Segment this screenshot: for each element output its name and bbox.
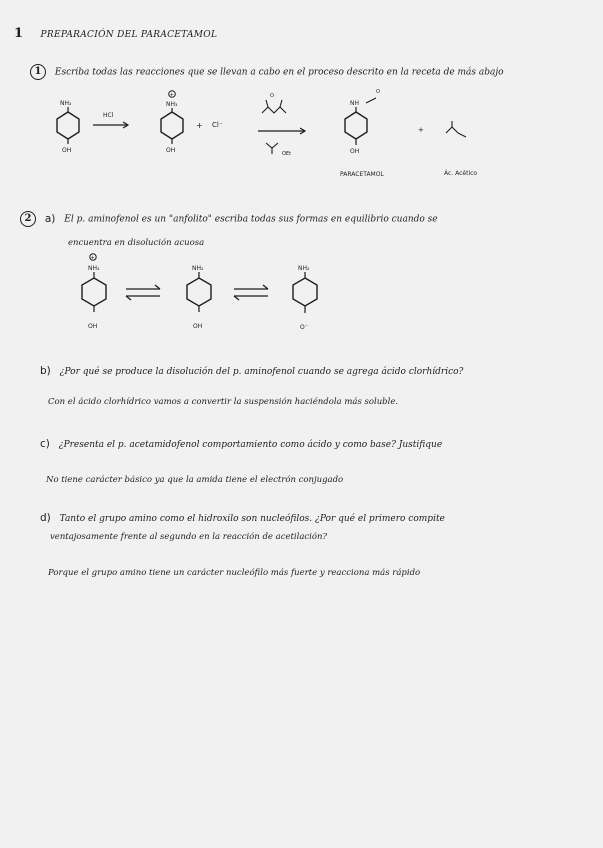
hydroxyl-group-label-2: OH	[166, 147, 176, 154]
ammonium-group-label: NH₃	[166, 101, 178, 108]
part-c-question-text: ¿Presenta el p. acetamidofenol comportamiento como ácido y como base? Justifique	[58, 440, 443, 450]
part-c-answer: No tiene carácter básico ya que la amida tiene el electrón conjugado	[46, 475, 344, 485]
eq-mid-bottom: OH	[193, 323, 203, 330]
part-a-text-line2: encuentra en disolución acuosa	[68, 238, 205, 248]
question-1-prompt	[30, 64, 504, 80]
part-d-question-line1	[40, 512, 445, 524]
anilinium-structure	[161, 91, 183, 154]
acetic-acid-structure	[444, 121, 477, 177]
paracetamol-structure	[340, 89, 384, 178]
question-1-number: 1	[30, 64, 46, 80]
plus-sign: +	[196, 121, 203, 130]
part-a-text-line1: El p. aminofenol es un "anfolito" escriba todas sus formas en equilibrio cuando se	[64, 214, 438, 225]
acetic-acid-label: Ác. Acético	[444, 170, 478, 177]
eq-left-bottom: OH	[88, 323, 98, 330]
part-d-answer: Porque el grupo amino tiene un carácter nucleófilo más fuerte y reacciona más rápido	[48, 568, 421, 578]
positive-charge: +	[169, 92, 174, 98]
acetylation-arrow	[258, 93, 305, 157]
eq-mid-top: NH₂	[192, 265, 204, 272]
part-d-label: d)	[40, 512, 51, 524]
equilibrium-scheme	[0, 250, 603, 340]
positive-charge-2: +	[90, 255, 95, 261]
part-d-question-text: Tanto el grupo amino como el hidroxilo son nucleófilos. ¿Por qué el primero compite	[59, 514, 445, 524]
part-b-answer: Con el ácido clorhídrico vamos a convertir la suspensión haciéndola más soluble.	[48, 397, 399, 407]
anhydride-oxygen-label: O	[270, 93, 274, 99]
eq-right-bottom: O⁻	[300, 324, 308, 331]
equilibrium-arrows-2	[234, 285, 268, 300]
chloride-ion: Cl⁻	[212, 121, 223, 129]
amine-group-label: NH₂	[60, 100, 72, 107]
eq-right-top: NH₂	[298, 265, 310, 272]
question-2-number: 2	[20, 211, 36, 227]
neutral-form	[187, 265, 211, 330]
hydroxyl-group-label-3: OH	[350, 148, 360, 155]
paracetamol-label: PARACETAMOL	[340, 171, 384, 178]
protonated-form	[82, 254, 106, 330]
amide-nh-label: NH	[350, 100, 359, 107]
section-title: PREPARACIÓN DEL PARACETAMOL	[40, 30, 218, 40]
amide-oxygen-label: O	[376, 89, 380, 95]
part-c-label: c)	[40, 438, 50, 450]
eq-left-top: NH₃	[88, 265, 100, 272]
section-number: 1	[14, 26, 24, 41]
part-b-question-text: ¿Por qué se produce la disolución del p. aminofenol cuando se agrega ácido clorhídrico?	[59, 367, 464, 377]
question-1-text: Escriba todas las reacciones que se llevan a cabo en el proceso descrito en la receta de más abajo	[54, 67, 504, 78]
page-title	[14, 26, 217, 41]
deprotonated-form	[293, 265, 317, 331]
question-2-part-a	[20, 211, 438, 227]
part-b-question	[40, 365, 463, 377]
part-a-label: a)	[44, 212, 56, 225]
part-b-label: b)	[40, 365, 51, 377]
hydroxyl-group-label: OH	[62, 147, 72, 154]
hcl-arrow	[93, 112, 128, 128]
hcl-label: HCl	[103, 112, 114, 119]
reaction-scheme	[0, 85, 603, 185]
equilibrium-arrows-1	[126, 285, 160, 300]
part-d-question-line2: ventajosamente frente al segundo en la reacción de acetilación?	[50, 532, 328, 542]
part-c-question	[40, 438, 442, 450]
ethoxy-label: OEt	[282, 151, 292, 157]
p-aminophenol-structure	[57, 100, 79, 154]
plus-sign-2: +	[418, 126, 424, 134]
